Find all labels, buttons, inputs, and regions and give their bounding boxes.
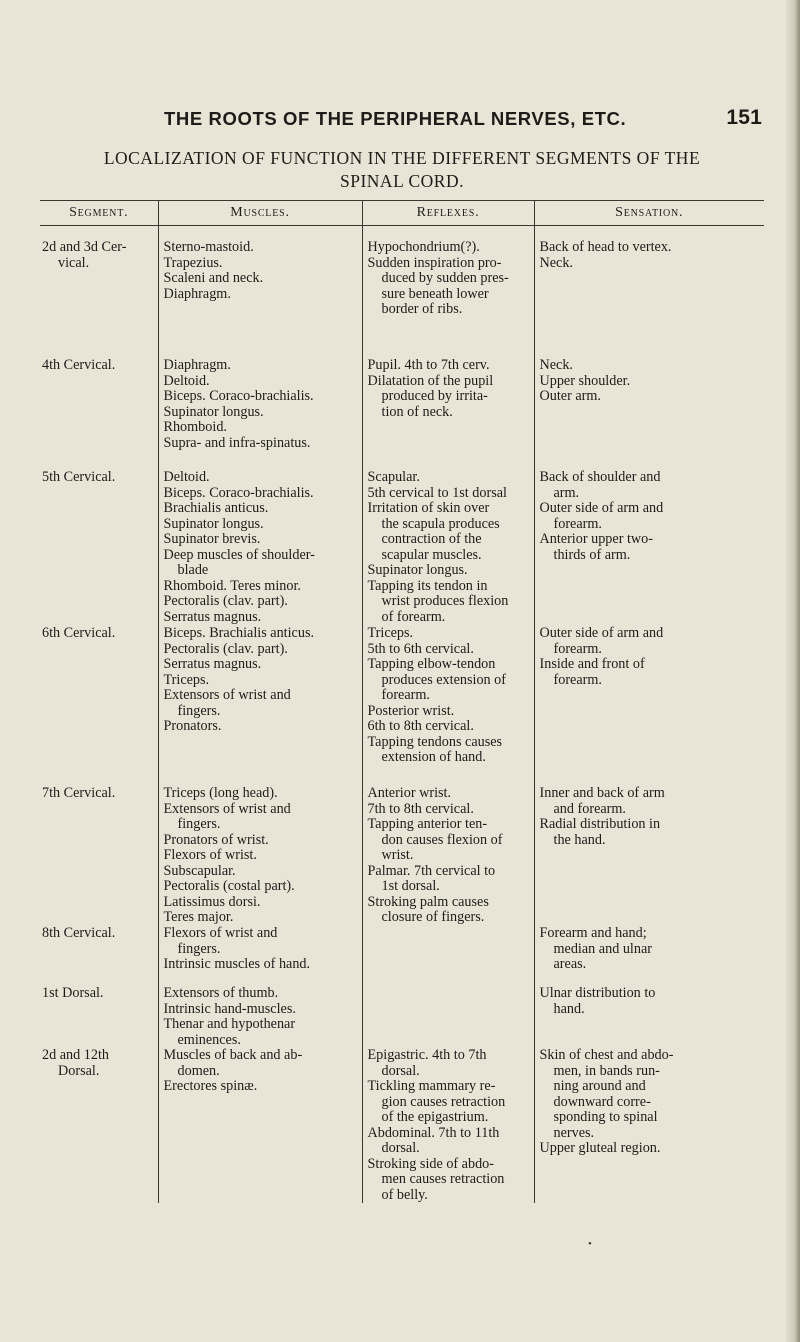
sensation-line: Radial distribution in <box>539 816 661 832</box>
sensation-line: nerves. <box>553 1124 595 1141</box>
muscles-line: Deep muscles of shoulder- <box>163 546 315 563</box>
muscles-line: Biceps. Coraco-brachialis. <box>163 388 314 404</box>
muscles-line: Supinator brevis. <box>163 531 261 547</box>
sensation-line: downward corre- <box>553 1093 651 1110</box>
cell-muscles <box>158 926 362 986</box>
reflexes-line: of the epigastrium. <box>381 1109 489 1125</box>
sensation-line: Anterior upper two- <box>539 531 653 547</box>
segment-line: 8th Cervical. <box>42 925 116 941</box>
sensation-line: Outer arm. <box>539 388 601 404</box>
table-row <box>40 470 764 626</box>
print-mark: • <box>588 1238 592 1250</box>
column-header-reflexes: Reflexes. <box>362 201 534 226</box>
cell-reflexes <box>362 358 534 470</box>
sensation-line: Neck. <box>539 254 573 271</box>
reflexes-line: wrist produces flexion <box>381 593 509 609</box>
muscles-line: Diaphragm. <box>163 357 231 373</box>
page-number: 151 <box>726 106 762 129</box>
cell-reflexes <box>362 926 534 986</box>
reflexes-line: Tapping its tendon in <box>367 577 488 594</box>
sensation-line: Outer side of arm and <box>539 625 664 641</box>
muscles-line: Pronators. <box>163 718 222 734</box>
reflexes-line: men causes retraction <box>381 1171 505 1187</box>
sensation-line: median and ulnar <box>553 940 652 957</box>
table-heading-line-1: LOCALIZATION OF FUNCTION IN THE DIFFERENT SEGMENTS OF THE <box>103 148 701 168</box>
reflexes-line: gion causes retraction <box>381 1093 506 1110</box>
sensation-line: Inside and front of <box>539 656 645 672</box>
table-row <box>40 358 764 470</box>
sensation-line: arm. <box>553 484 580 501</box>
reflexes-line: don causes flexion of <box>381 831 503 848</box>
muscles-line: Flexors of wrist. <box>163 847 257 863</box>
reflexes-line: Tapping anterior ten- <box>367 816 488 832</box>
muscles-line: Muscles of back and ab- <box>163 1047 303 1063</box>
table-row <box>40 1048 764 1203</box>
muscles-line: Latissimus dorsi. <box>163 893 261 910</box>
cell-segment <box>40 926 158 986</box>
sensation-line: Inner and back of arm <box>539 785 665 801</box>
reflexes-line: 1st dorsal. <box>381 878 440 894</box>
muscles-line: Pectoralis (costal part). <box>163 878 295 894</box>
localization-table <box>40 200 764 1203</box>
cell-reflexes <box>362 626 534 786</box>
sensation-line: Upper shoulder. <box>539 372 631 389</box>
muscles-line: Supra- and infra-spinatus. <box>163 434 311 451</box>
cell-muscles <box>158 240 362 358</box>
muscles-line: Thenar and hypothenar <box>163 1016 296 1032</box>
spacer-row <box>40 226 764 241</box>
column-header-segment: Segment. <box>40 201 158 226</box>
muscles-line: Erectores spinæ. <box>163 1078 258 1094</box>
muscles-line: Triceps (long head). <box>163 785 278 801</box>
muscles-line: Supinator longus. <box>163 515 264 532</box>
reflexes-line: wrist. <box>381 847 414 863</box>
reflexes-line: Triceps. <box>367 625 414 641</box>
reflexes-line: contraction of the <box>381 531 482 547</box>
sensation-line: the hand. <box>553 831 606 848</box>
segment-line: vical. <box>58 254 90 271</box>
cell-sensation <box>534 240 764 358</box>
column-header-sensation: Sensation. <box>534 201 764 226</box>
muscles-line: Flexors of wrist and <box>163 925 278 941</box>
muscles-line: fingers. <box>177 940 221 957</box>
segment-line: Dorsal. <box>58 1062 100 1079</box>
reflexes-line: Sudden inspiration pro- <box>367 254 502 271</box>
segment-line: 2d and 12th <box>42 1047 109 1063</box>
reflexes-line: Anterior wrist. <box>367 785 452 801</box>
muscles-line: Brachialis anticus. <box>163 500 269 516</box>
muscles-line: Sterno-mastoid. <box>163 239 254 255</box>
reflexes-line: produced by irrita- <box>381 388 488 404</box>
sensation-line: Skin of chest and abdo- <box>539 1047 674 1063</box>
muscles-line: domen. <box>177 1062 220 1079</box>
table-row <box>40 240 764 358</box>
muscles-line: Deltoid. <box>163 372 210 389</box>
muscles-line: Deltoid. <box>163 469 210 485</box>
reflexes-line: closure of fingers. <box>381 909 485 925</box>
muscles-line: Intrinsic hand-muscles. <box>163 1000 296 1017</box>
reflexes-line: of belly. <box>381 1186 428 1203</box>
cell-segment <box>40 986 158 1048</box>
muscles-line: Intrinsic muscles of hand. <box>163 956 311 972</box>
muscles-line: Rhomboid. Teres minor. <box>163 577 301 594</box>
reflexes-line: border of ribs. <box>381 301 463 317</box>
cell-segment <box>40 786 158 926</box>
cell-sensation <box>534 786 764 926</box>
cell-muscles <box>158 358 362 470</box>
reflexes-line: Tapping tendons causes <box>367 733 503 750</box>
reflexes-line: of forearm. <box>381 608 446 625</box>
segment-line: 4th Cervical. <box>42 357 116 373</box>
muscles-line: Pectoralis (clav. part). <box>163 593 288 609</box>
column-header-muscles: Muscles. <box>158 201 362 226</box>
cell-reflexes <box>362 470 534 626</box>
sensation-line: Ulnar distribution to <box>539 985 656 1001</box>
cell-sensation <box>534 470 764 626</box>
reflexes-line: 7th to 8th cervical. <box>367 800 474 817</box>
reflexes-line: duced by sudden pres- <box>381 270 509 286</box>
muscles-line: blade <box>177 562 209 578</box>
reflexes-line: Stroking side of abdo- <box>367 1155 494 1172</box>
segment-line: 5th Cervical. <box>42 469 116 485</box>
reflexes-line: 6th to 8th cervical. <box>367 718 474 734</box>
cell-segment <box>40 240 158 358</box>
reflexes-line: dorsal. <box>381 1062 420 1079</box>
table-row <box>40 786 764 926</box>
reflexes-line: Irritation of skin over <box>367 500 490 516</box>
muscles-line: Rhomboid. <box>163 419 227 435</box>
muscles-line: Biceps. Coraco-brachialis. <box>163 484 314 501</box>
muscles-line: Pronators of wrist. <box>163 831 269 848</box>
muscles-line: Trapezius. <box>163 254 223 271</box>
sensation-line: men, in bands run- <box>553 1062 660 1079</box>
cell-segment <box>40 1048 158 1203</box>
cell-reflexes <box>362 1048 534 1203</box>
segment-line: 6th Cervical. <box>42 625 116 641</box>
muscles-line: Extensors of thumb. <box>163 985 279 1001</box>
reflexes-line: produces extension of <box>381 671 507 688</box>
cell-sensation <box>534 926 764 986</box>
cell-muscles <box>158 626 362 786</box>
table-row <box>40 986 764 1048</box>
muscles-line: Serratus magnus. <box>163 656 262 672</box>
muscles-line: Diaphragm. <box>163 285 231 302</box>
cell-segment <box>40 358 158 470</box>
muscles-line: Scaleni and neck. <box>163 270 264 286</box>
cell-reflexes <box>362 986 534 1048</box>
cell-segment <box>40 626 158 786</box>
sensation-line: sponding to spinal <box>553 1109 658 1125</box>
reflexes-line: Pupil. 4th to 7th cerv. <box>367 357 490 373</box>
reflexes-line: sure beneath lower <box>381 285 489 302</box>
cell-sensation <box>534 986 764 1048</box>
sensation-line: Upper gluteal region. <box>539 1140 661 1156</box>
muscles-line: Teres major. <box>163 909 234 925</box>
reflexes-line: Supinator longus. <box>367 562 468 578</box>
cell-sensation <box>534 1048 764 1203</box>
reflexes-line: tion of neck. <box>381 403 453 420</box>
table-body <box>40 226 764 1204</box>
sensation-line: forearm. <box>553 671 602 688</box>
reflexes-line: Tapping elbow-tendon <box>367 656 496 672</box>
muscles-line: Triceps. <box>163 671 210 688</box>
muscles-line: Subscapular. <box>163 862 236 879</box>
table-row <box>40 626 764 786</box>
reflexes-line: Scapular. <box>367 469 420 485</box>
sensation-line: forearm. <box>553 640 602 657</box>
sensation-line: Forearm and hand; <box>539 925 647 941</box>
sensation-line: ning around and <box>553 1078 646 1094</box>
muscles-line: Extensors of wrist and <box>163 687 291 703</box>
reflexes-line: forearm. <box>381 687 430 703</box>
cell-muscles <box>158 786 362 926</box>
sensation-line: thirds of arm. <box>553 546 631 563</box>
table-header-row <box>40 201 764 226</box>
muscles-line: fingers. <box>177 816 221 832</box>
muscles-line: Extensors of wrist and <box>163 800 291 817</box>
reflexes-line: Abdominal. 7th to 11th <box>367 1124 500 1141</box>
muscles-line: Biceps. Brachialis anticus. <box>163 625 315 641</box>
reflexes-line: dorsal. <box>381 1140 420 1156</box>
sensation-line: areas. <box>553 956 587 972</box>
muscles-line: Serratus magnus. <box>163 608 262 625</box>
segment-line: 2d and 3d Cer- <box>42 239 127 255</box>
muscles-line: eminences. <box>177 1031 241 1048</box>
segment-line: 7th Cervical. <box>42 785 116 801</box>
reflexes-line: 5th cervical to 1st dorsal <box>367 484 507 501</box>
reflexes-line: Dilatation of the pupil <box>367 372 494 389</box>
muscles-line: Pectoralis (clav. part). <box>163 640 288 657</box>
table-heading-line-2: SPINAL CORD. <box>340 171 464 191</box>
cell-muscles <box>158 986 362 1048</box>
sensation-line: hand. <box>553 1000 585 1017</box>
running-head-title: THE ROOTS OF THE PERIPHERAL NERVES, ETC. <box>164 108 627 129</box>
muscles-line: Supinator longus. <box>163 403 264 420</box>
segment-line: 1st Dorsal. <box>42 985 104 1001</box>
reflexes-line: Stroking palm causes <box>367 893 489 910</box>
cell-sensation <box>534 358 764 470</box>
cell-muscles <box>158 470 362 626</box>
cell-muscles <box>158 1048 362 1203</box>
cell-reflexes <box>362 240 534 358</box>
reflexes-line: Epigastric. 4th to 7th <box>367 1047 487 1063</box>
reflexes-line: 5th to 6th cervical. <box>367 640 474 657</box>
reflexes-line: extension of hand. <box>381 749 486 765</box>
sensation-line: Neck. <box>539 357 573 373</box>
cell-reflexes <box>362 786 534 926</box>
reflexes-line: Tickling mammary re- <box>367 1078 496 1094</box>
sensation-line: Back of shoulder and <box>539 469 661 485</box>
reflexes-line: Hypochondrium(?). <box>367 239 480 255</box>
sensation-line: and forearm. <box>553 800 626 817</box>
sensation-line: Outer side of arm and <box>539 500 664 516</box>
reflexes-line: scapular muscles. <box>381 546 482 563</box>
sensation-line: Back of head to vertex. <box>539 239 672 255</box>
muscles-line: fingers. <box>177 702 221 719</box>
cell-sensation <box>534 626 764 786</box>
reflexes-line: Posterior wrist. <box>367 702 455 719</box>
reflexes-line: the scapula produces <box>381 515 500 532</box>
table-row <box>40 926 764 986</box>
page-edge-shadow <box>786 0 800 1342</box>
cell-segment <box>40 470 158 626</box>
reflexes-line: Palmar. 7th cervical to <box>367 862 496 879</box>
sensation-line: forearm. <box>553 515 602 532</box>
